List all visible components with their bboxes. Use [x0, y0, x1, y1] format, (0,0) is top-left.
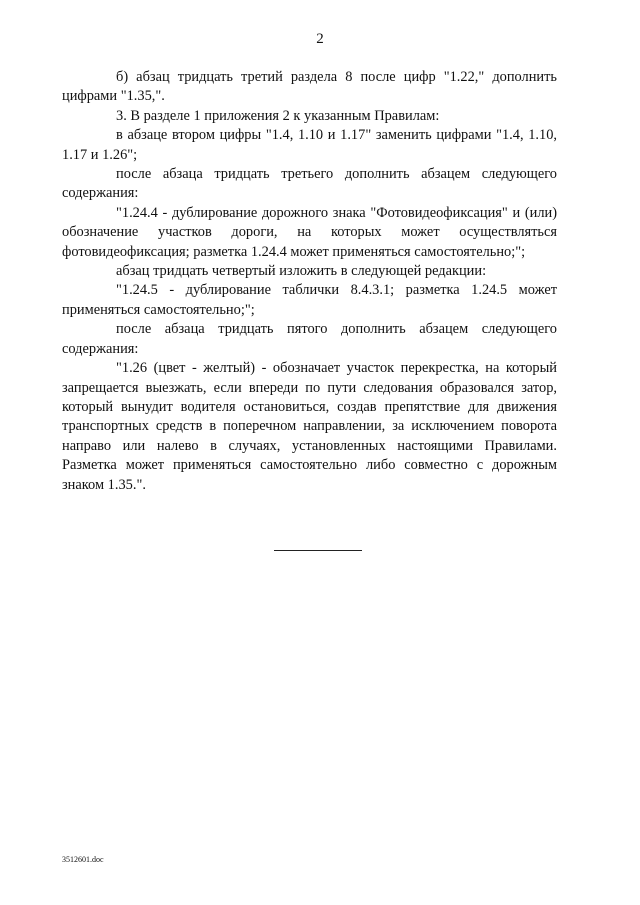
paragraph: б) абзац тридцать третий раздела 8 после цифр "1.22," дополнить цифрами "1.35,". [62, 69, 557, 105]
footer-filename: 3512601.doc [62, 855, 104, 864]
paragraph: абзац тридцать четвертый изложить в следующей редакции: [116, 263, 487, 280]
closing-divider-line [274, 550, 362, 551]
paragraph: в абзаце втором цифры "1.4, 1.10 и 1.17" заменить цифрами "1.4, 1.10, 1.17 и 1.26"; [62, 127, 557, 163]
page-number: 2 [316, 31, 324, 47]
document-body [62, 68, 557, 495]
paragraph: "1.24.4 - дублирование дорожного знака "Фотовидеофиксация" и (или) обозначение участков дороги, на которых может осуществляться фотовидеофиксация; разметка 1.24.4 может применяться самостоятельно;"; [62, 204, 557, 260]
paragraph: "1.24.5 - дублирование таблички 8.4.3.1; разметка 1.24.5 может применяться самостоятельно;"; [62, 282, 557, 318]
paragraph: после абзаца тридцать пятого дополнить абзацем следующего содержания: [62, 321, 557, 357]
paragraph: 3. В разделе 1 приложения 2 к указанным Правилам: [116, 107, 440, 124]
paragraph: после абзаца тридцать третьего дополнить абзацем следующего содержания: [62, 166, 557, 202]
paragraph: "1.26 (цвет - желтый) - обозначает участок перекрестка, на который запрещается выезжать, если впереди по пути следования образовался затор, который вынудит водителя остановиться, создав препятствие для движения транспортных средств в поперечном направлении, за исключением поворота направо или налево в случаях, установленных настоящими Правилами. Разметка может применяться самостоятельно либо совместно с дорожным знаком 1.35.". [62, 360, 557, 493]
